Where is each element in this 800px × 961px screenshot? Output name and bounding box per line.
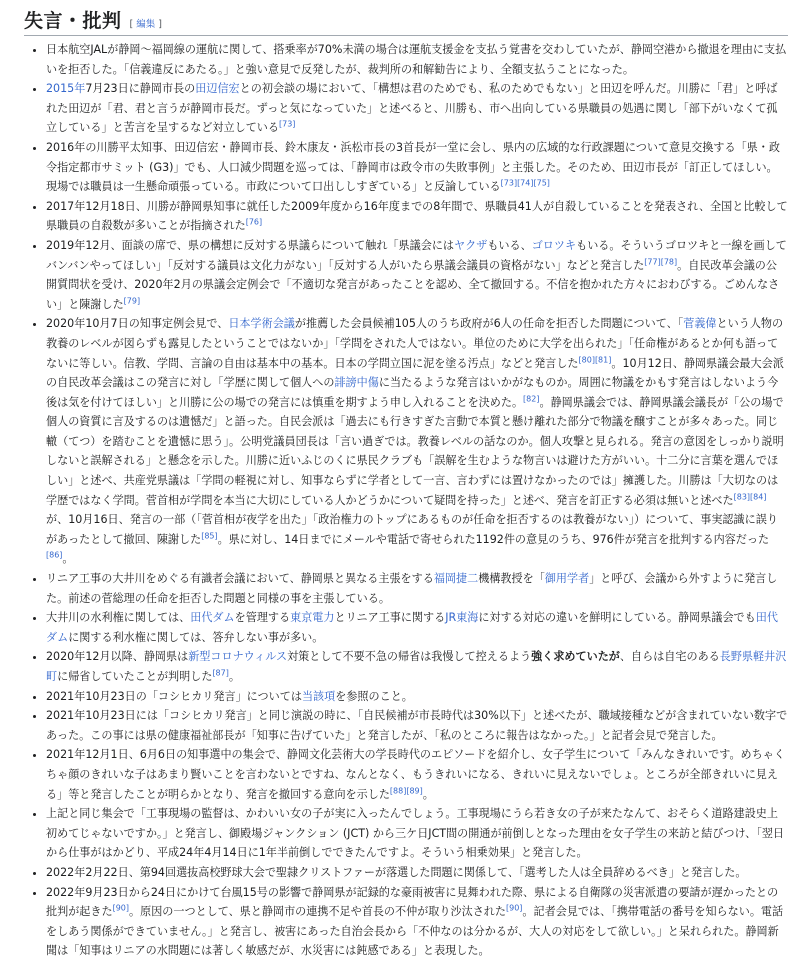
item-text: とリニア工事に関する [334, 611, 446, 625]
article-link[interactable]: 田辺信宏 [195, 82, 240, 96]
list-item [46, 883, 788, 961]
article-link[interactable]: 当該項 [301, 689, 336, 703]
list-item [46, 79, 788, 138]
citation [390, 786, 423, 795]
item-text: に当たるような発言はいかがなものか。周囲に物議をかもす発言はしないよう今後は気を付けてほしい」と川勝に公の場での発言には慎重を期すよう申し入れることを決めた。 [46, 376, 779, 409]
article-link[interactable]: 日本学術会議 [228, 317, 295, 331]
citation-link[interactable]: [76] [245, 217, 263, 227]
article-link[interactable]: 2015年 [46, 82, 86, 96]
list-item [46, 687, 788, 707]
item-text: 。 [228, 670, 240, 683]
item-text: 2022年9月23日から24日にかけて台風15号の影響で静岡県が記録的な豪雨被害に見舞われた際、県による自衛隊の災害派遣の要請が遅かったとの批判が起きた [46, 885, 779, 919]
item-text: 、自らは自宅のある [619, 650, 720, 664]
article-link[interactable]: 菅義偉 [683, 317, 717, 331]
item-text: 。10月12日、静岡県議会最大会派の自民改革会議はこの発言に対し「学歴に関して個人への [46, 356, 784, 390]
list-item [46, 804, 788, 863]
edit-bracket-close: ] [155, 19, 162, 30]
list-item [46, 236, 788, 314]
list-item [46, 608, 788, 647]
item-text: 7月23日に静岡市長の [85, 82, 196, 96]
citation-link[interactable]: [82] [523, 394, 540, 403]
citation-link[interactable]: [73] [278, 119, 296, 129]
item-text: 対策として不要不急の帰省は我慢して控えるよう [287, 650, 532, 664]
list-item [46, 314, 788, 569]
article-link[interactable]: 福岡捷二 [433, 572, 479, 586]
item-text: 2021年12月1日、6月6日の知事選中の集会で、静岡文化芸術大の学長時代のエピソードを紹介し、女子学生について「みんなきれいです。めちゃくちゃ顔のきれいな子はあまり賢いことを言わないとですね、なんとなく、もうきれいになる、きれいに見えないでしょ。ところが全部きれいに見える」等と発言したことが明らかとなり、発言を撤回する意向を示した [46, 748, 785, 801]
list-item [46, 569, 788, 608]
citation [124, 296, 140, 305]
edit-bracket-open: [ [129, 19, 137, 30]
item-text: を管理する [234, 611, 291, 625]
item-text: 。県に対し、14日までにメールや電話で寄せられた1192件の意見のうち、976件が発言を批判する内容だった [217, 532, 770, 546]
item-text: 上記と同じ集会で「工事現場の監督は、かわいい女の子が実に入ったんでしょう。工事現場にうら若き女の子が来たなんて、おそらく道路建設史上初めてじゃないですか。」と発言し、御殿場ジャンクション (JCT) から三ケ日JCT間の開通が前倒しとなった理由を女子学生の来訪と結びつけ、「翌日から仕事がはかどり、平成24年4月14日に1年半前倒しでできたんですよ。そういう相乗効果」と発言した。 [46, 807, 785, 860]
citation-link[interactable]: [86] [46, 550, 63, 560]
item-text: 。記者会見では、「携帯電話の番号を知らない。電話をしあう関係ができていません。」と発言し、被害にあった自治会長から「不仲なのは分かるが、大人の対応をして欲しい。」と呆れられた。静岡新聞は「知事はリニアの水問題には著しく敏感だが、水災害には鈍感である」と表現した。 [46, 905, 784, 958]
citation [46, 551, 62, 560]
citation [579, 355, 612, 364]
item-text: 2022年2月22日、第94回選抜高校野球大会で聖隷クリストファーが落選した問題に関係して、「選考した人は全員辞めるべき」と発言した。 [46, 865, 747, 879]
list-item [46, 40, 788, 79]
article-link[interactable]: 田代ダム [46, 611, 778, 644]
item-text: 。 [62, 552, 74, 566]
item-text: 機構教授を「 [478, 572, 545, 586]
citation-link[interactable]: [85] [201, 531, 218, 541]
item-text: という人物の教養のレベルが図らずも露見したということではないか」「学問をされた人ではない。単位のために大学を出られた」「任命権があるとか何も語ってないに等しい。信教、学問、言論の自由は基本中の基本。日本の学問立国に泥を塗る汚点」などと発言した [46, 317, 784, 370]
item-text: 2020年12月以降、静岡県は [46, 650, 189, 664]
citation [246, 218, 262, 227]
citation [113, 903, 129, 912]
item-text: 。静岡県議会では、静岡県議会議長が「公の場で個人の資質に言及するのは遺憾だ」と語った。自民会派は「過去にも行きすぎた言動で本質と懸け離れた部分で物議を醸すことが多々あった。同じ轍（てつ）を踏むことを遺憾に思う」。公明党議員団長は「言い過ぎでは。教養レベルの話なのか。個人攻撃と見られる。発言の意図をしっかり説明しないと誤解される」と懸念を示した。川勝に近いふじのくに県民クラブも「誤解を生むような物言いは避けた方がいい。十二分に言葉を選んでほしい」と述べ、共産党県議は「学問の軽視に対し、知事ならずに学者として一言、言わずには置けなかったのでは」擁護した。川勝は「大切なのは学歴ではなく学問。菅首相が学問を本当に大切にしている人かどうかについて疑問を持った」と述べ、発言を訂正する必須は無いと述べた [46, 395, 784, 507]
item-text: 2019年12月、面談の席で、県の構想に反対する県議らについて触れ「県議会には [46, 238, 455, 252]
citation [506, 903, 522, 912]
item-text: 」と呼び、会議から外すように発言した。前述の菅総理の任命を拒否した問題と同様の事を主張している。 [46, 572, 778, 605]
citation [734, 492, 767, 501]
item-text: 。原因の一つとして、県と静岡市の連携不足や首長の不仲が取り沙汰された [129, 905, 506, 919]
list-item [46, 745, 788, 804]
article-link[interactable]: 新型コロナウィルス [188, 650, 288, 664]
bold-text: 強く求めていたが [531, 650, 620, 664]
article-link[interactable]: 誹謗中傷 [334, 376, 379, 390]
citation [501, 178, 550, 187]
item-text: を参照のこと。 [335, 689, 413, 703]
citation-link[interactable]: [87] [212, 668, 229, 678]
article-link[interactable]: 御用学者 [544, 572, 590, 586]
item-text: もいる。そういうゴロツキと一線を画してバンバンやってほしい」「反対する議員は文化力がない」「反対する人がいたら県議会議員の資格がない」などと発言した [46, 238, 787, 272]
item-text: もいる、 [487, 238, 532, 252]
item-text: が推薦した会員候補105人のうち政府が6人の任命を拒否した問題について、「 [294, 317, 684, 331]
item-text: 。 [422, 787, 434, 801]
citation-link[interactable]: [90] [505, 903, 523, 913]
citation-link[interactable]: [73][74][75] [500, 178, 550, 188]
list-item [46, 138, 788, 197]
edit-section-link [130, 16, 162, 30]
item-text: 2017年12月18日、川勝が静岡県知事に就任した2009年度から16年度までの8年間で、県職員41人が自殺していることを発表され、全国と比較して県職員の自殺数が多いことが指摘された [46, 199, 788, 233]
article-link[interactable]: 田代ダム [190, 611, 235, 625]
item-text: との初会談の場において、「構想は君のためでも、私のためでもない」と田辺を呼んだ。川勝に「君」と呼ばれた田辺が「君、君と言うが静岡市長だ。ずっと気になっていた」と述べると、川勝も、市へ出向している県職員の処遇に関し「部下がいなくて孤立している」と苦言を呈するなど対立している [46, 82, 778, 135]
citation-link[interactable]: [77][78] [644, 256, 678, 266]
citation [279, 120, 295, 129]
list-item [46, 706, 788, 745]
criticism-list [26, 40, 788, 961]
item-text: 2021年10月23日の「コシヒカリ発言」については [46, 689, 302, 703]
item-text: リニア工事の大井川をめぐる有識者会議において、静岡県と異なる主張をする [46, 572, 434, 586]
citation [201, 531, 217, 540]
citation [212, 668, 228, 677]
item-text: 2016年の川勝平太知事、田辺信宏・静岡市長、鈴木康友・浜松市長の3首長が一堂に会し、県内の広域的な行政課題について意見交換する「県・政令指定都市サミット (G3)」でも、人口減少問題を巡っては、「静岡市は政令市の失敗事例」と主張した。そのため、田辺市長が「訂正してほしい。現場では職員は一生懸命頑張っている。市政について口出ししすぎている」と反論している [46, 140, 780, 194]
item-text: 2020年10月7日の知事定例会見で、 [46, 317, 229, 331]
article-link[interactable]: JR東海 [445, 611, 479, 625]
article-link[interactable]: ゴロツキ [531, 238, 577, 252]
citation-link[interactable]: [80][81] [578, 354, 612, 364]
citation [523, 394, 539, 403]
article-link[interactable]: 長野県軽井沢町 [46, 650, 787, 683]
item-text: 2021年10月23日には「コシヒカリ発言」と同じ演説の時に、「自民候補が市長時代は30%以下」と述べたが、職域接種などが含まれていない数字であった。この事には県の健康福祉部長が「知事に告げていた」と発言したが、「私のところに報告はなかった。」と記者会見で発言した。 [46, 709, 788, 742]
citation-link[interactable]: [90] [112, 903, 129, 913]
article-link[interactable]: ヤクザ [454, 238, 488, 252]
list-item [46, 863, 788, 883]
section-heading [24, 6, 788, 36]
item-text: 大井川の水利権に関しては、 [46, 611, 191, 625]
list-item [46, 647, 788, 686]
citation-link[interactable]: [83][84] [733, 491, 767, 501]
citation-link[interactable]: [88][89] [389, 785, 423, 795]
edit-link[interactable]: 編集 [136, 19, 156, 30]
article-link[interactable]: 東京電力 [290, 611, 335, 625]
item-text: に帰省していたことが判明した [57, 670, 213, 683]
item-text: が、10月16日、発言の一部（「菅首相が夜学を出た」「政治権力のトップにあるものが任命を拒否するのは教養がない」）について、事実認識に誤りがあったとして撤回、陳謝した [46, 513, 778, 546]
section-title: 失言・批判 [24, 10, 122, 32]
citation [644, 257, 677, 266]
item-text: 。自民改革会議の公開質問状を受け、2020年2月の県議会定例会で「不適切な発言があったことを認め、全て撤回する。不信を抱かれた方々におわびする。ごめんなさい」と陳謝した [46, 258, 780, 311]
citation-link[interactable]: [79] [123, 296, 141, 306]
item-text: に関する利水権に関しては、答弁しない事が多い。 [68, 630, 324, 644]
list-item [46, 197, 788, 236]
item-text: 日本航空JALが静岡〜福岡線の運航に関して、搭乗率が70%未満の場合は運航支援金を支払う覚書を交わしていたが、静岡空港から撤退を理由に支払いを拒否した。「信義違反にあたる。」と強い意見で反発したが、裁判所の和解勧告により、全額支払うことになった。 [46, 43, 787, 76]
item-text: に対する対応の違いを鮮明にしている。静岡県議会でも [478, 611, 756, 625]
